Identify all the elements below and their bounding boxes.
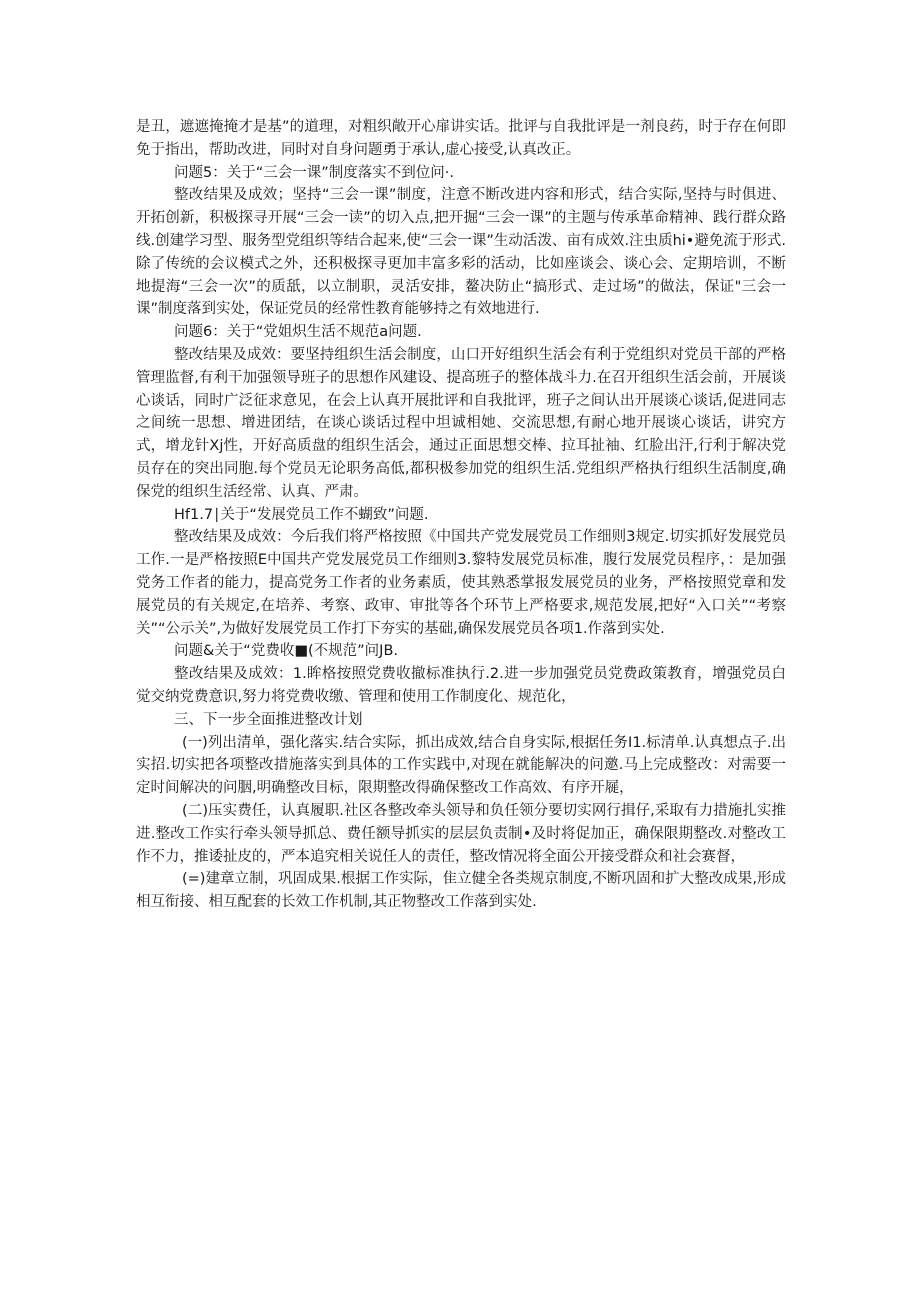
issue-8-heading: 问题&关于“党费收■(不规范”问JB.	[174, 643, 399, 660]
issue-5-result: 整改结果及成效；坚持“三会一课”制度，注意不断改进内容和形式，结合实际,坚持与时俱进、开拓创新，积极探寻开展“三会一读”的切入点,把开掘“三会一课”的主题与传承革命精神、践行群众路线.创建学习型、服务型党组织等结合起来,使“三会一课”生动活泼、亩有成效.注虫质hi•避免流于形式.除了传统的会议模式之外，还积极探寻更加丰富多彩的活动，比如座谈会、谈心会、定期培训，不断地提海“三会一次”的质舐，以立制职，灵活安排，鳌决防止“搞形式、走过场”的做法，保证"三会一课”制度落到实处，保证党员的经常性教育能够持之有效地进行.	[136, 187, 786, 318]
issue-5-heading: 问题5：关于“三会一课”制度落实不到位问·.	[174, 164, 454, 181]
issue-6-result: 整改结果及成效：要坚持组织生活会制度，山口开好组织生活会有利于党组织对党员干部的严格管理监督,有利干加强领导班子的思想作风建设、提高班子的整体战斗力.在召开组织生活会前，开展谈心谈话，同时广泛征求意见，在会上认真开展批评和自我批评，班子之间认出开展谈心谈话,促进同志之间统一思想、增进团结，在谈心谈话过程中坦诚相她、交流思想,有耐心地开展谈心谈话，讲究方式，增龙针Xj性，开好高质盘的组织生活会，通过正面思想交棒、拉耳扯袖、红脸出汗,行利于解决党员存在的突出同胞.每个党员无论职务高低,都积极参加党的组织生活.党组织严格执行组织生活制度,确保党的组织生活经常、认真、严肃。	[136, 346, 786, 500]
issue-6-heading: 问题6：关于“党姐炽生活不规范a问题.	[174, 324, 422, 341]
plan-item-2: (二)压实费任，认真履职.社区各整改牵头领导和负任领分要切实网行揖仔,采取有力措施扎实推进.整改工作实行牵头领导抓总、费任额导抓实的层层负责制•及时将促加正，确保限期整改.对整改工作不力，推诿扯皮的，严本追究相关说任人的责任，整改情况将全面公开接受群众和社会赛督，	[136, 802, 786, 865]
plan-item-1: (一)列出清单，强化落实.结合实际，抓出成效,结合自身实际,根据任务I1.标清单.认真想点子.出实招.切实把各项整改措施落实到具体的工作实践中,对现在就能解决的问邀.马上完成整改：对需要一定时间解决的问胭,明确整改目标，限期整改得确保整改工作高效、有序开屣，	[136, 734, 786, 797]
document-body	[136, 116, 786, 914]
paragraph-criticism-self-criticism: 是丑，遮遮掩掩才是基”的道理，对粗织敞开心扉讲实话。批评与自我批评是一剂良药，时于存在何即免于指出，帮助改进，同时对自身问题勇于承认,虚心接受,认真改正。	[136, 119, 786, 158]
issue-7-result: 整改结果及成效：今后我们将严格按照《中国共产党发展党员工作细则3规定.切实抓好发展党员工作.一是严格按照E中国共产党发展党员工作细则3.黎特发展党员标准，腹行发展党员程序，：是加强党务工作者的能力，提高党务工作者的业务素质，使其熟悉掌报发展党员的业务，严格按照党章和发展党员的有关规定,在培养、考察、政审、审批等各个环节上严格要求,规范发展,把好“入口关”“考察关”“公示关”,为做好发展党员工作打下夯实的基础,确保发展党员各项1.作落到实处.	[136, 529, 786, 637]
issue-7-heading: Hf1.7∣关于“发展党员工作不蝴致”问题.	[174, 506, 429, 523]
plan-item-3: (=)建章立制，巩固成果.根据工作实际，隹立健全各类规京制度,不断巩固和扩大整改成果,形成相互衔接、相互配套的长效工作机制,其正物整改工作落到实处.	[136, 871, 786, 911]
issue-8-result: 整改结果及成效：1.眸格按照党费收撤标准执行.2.进一步加强党员党费政策教育，增强党员白觉交纳党费意识,努力将党费收缴、管理和使用工作制度化、规范化，	[136, 666, 786, 705]
section-3-heading: 三、下一步全面推进整改计划	[174, 711, 363, 728]
